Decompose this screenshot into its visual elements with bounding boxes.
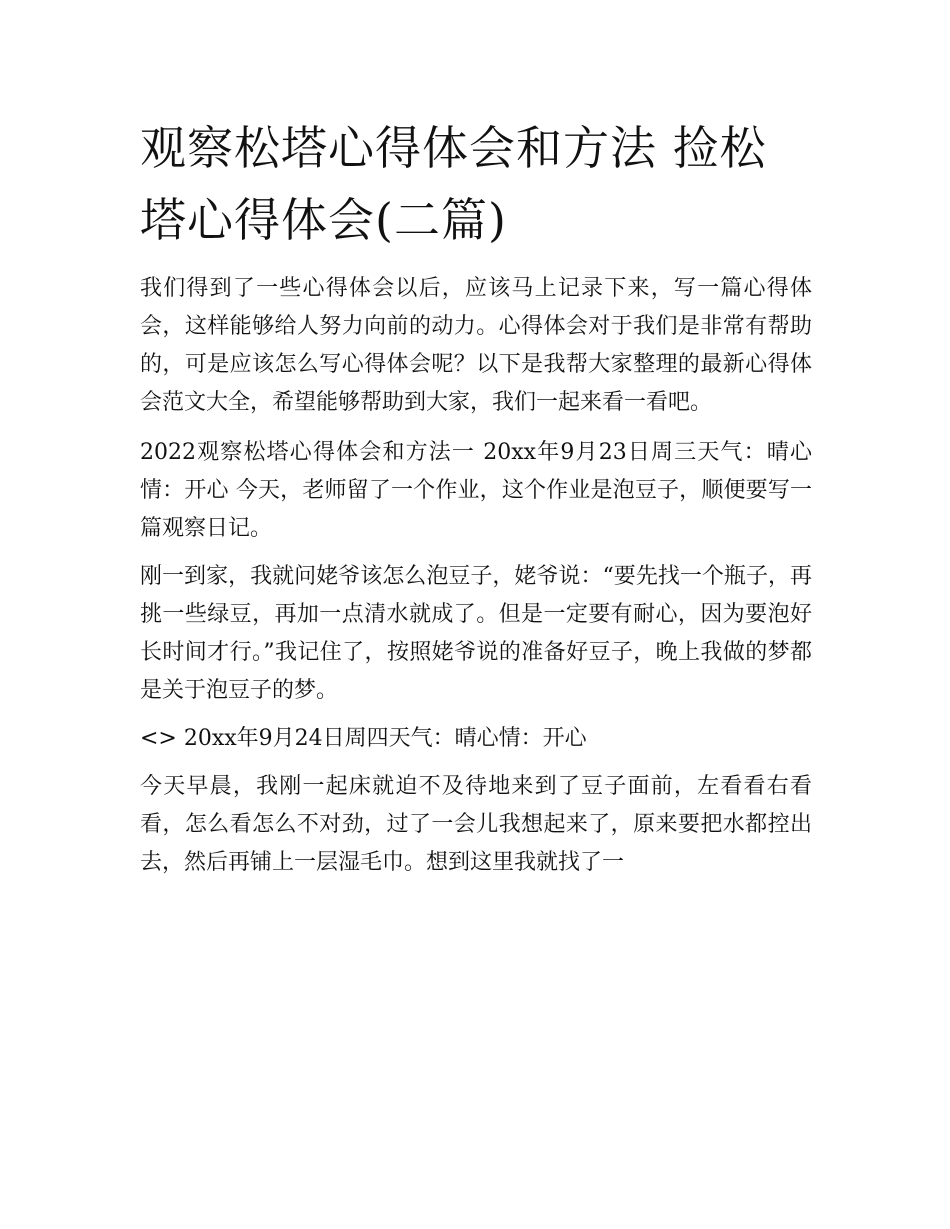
intro-paragraph: 我们得到了一些心得体会以后，应该马上记录下来，写一篇心得体会，这样能够给人努力向前的动力。心得体会对于我们是非常有帮助的，可是应该怎么写心得体会呢？以下是我帮大家整理的最新心得体会范文大全，希望能够帮助到大家，我们一起来看一看吧。 [140, 276, 812, 415]
document-page [140, 112, 812, 894]
diary-paragraph-3: 今天早晨，我刚一起床就迫不及待地来到了豆子面前，左看看右看看，怎么看怎么不对劲，过了一会儿我想起来了，原来要把水都控出去，然后再铺上一层湿毛巾。想到这里我就找了一 [140, 774, 812, 875]
document-title: 观察松塔心得体会和方法 捡松塔心得体会(二篇) [140, 121, 767, 247]
diary-paragraph-2: 刚一到家，我就问姥爷该怎么泡豆子，姥爷说：“要先找一个瓶子，再挑一些绿豆，再加一点清水就成了。但是一定要有耐心，因为要泡好长时间才行。”我记住了，按照姥爷说的准备好豆子，晚上我做的梦都是关于泡豆子的梦。 [140, 564, 812, 703]
diary-entry-1: 2022观察松塔心得体会和方法一 20xx年9月23日周三天气：晴心情：开心 今天，老师留了一个作业，这个作业是泡豆子，顺便要写一篇观察日记。 [140, 440, 812, 541]
diary-entry-2-heading: <> 20xx年9月24日周四天气：晴心情：开心 [140, 726, 587, 751]
